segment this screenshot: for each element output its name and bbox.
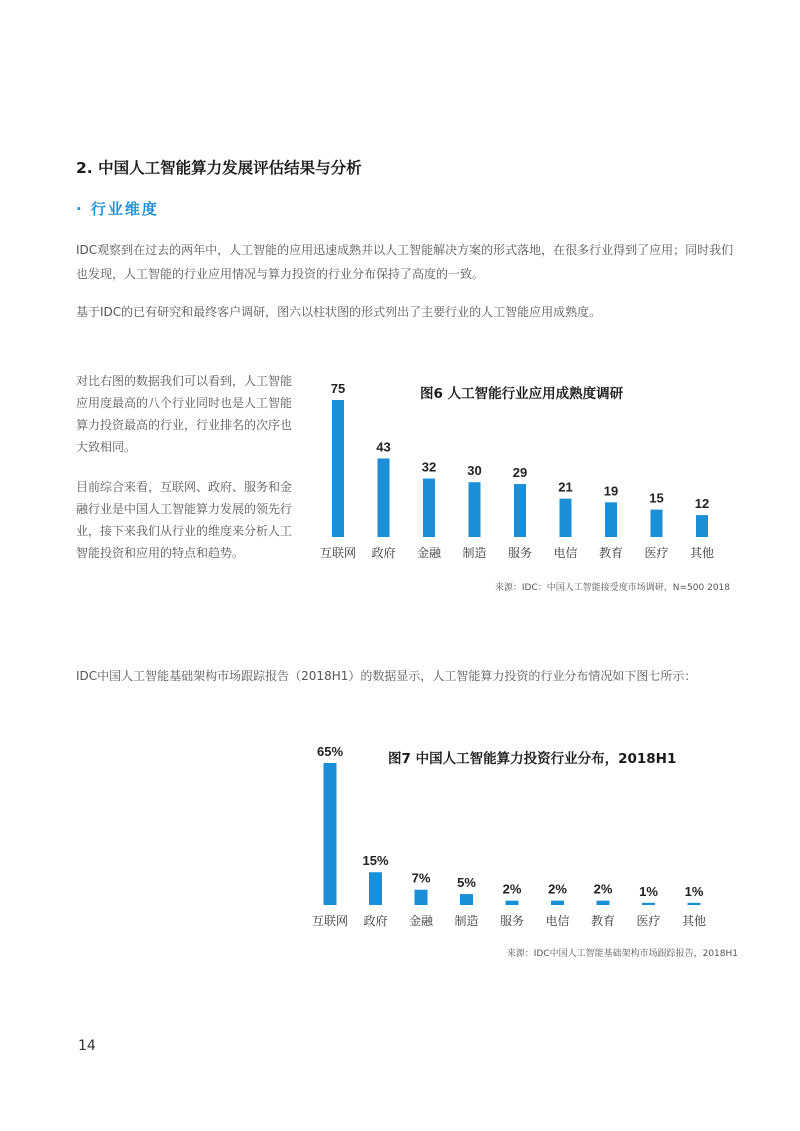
value-label: 7% [411,870,431,886]
bar [369,872,382,905]
bar [605,502,617,537]
category-label: 其他 [689,546,715,560]
bar [551,901,564,905]
chart-title: 图6 人工智能行业应用成熟度调研 [420,386,624,402]
value-label: 43 [376,439,391,455]
value-label: 2% [593,881,613,897]
bar [415,890,428,905]
bar [651,510,663,537]
figure6-source: 来源：IDC：中国人工智能接受度市场调研，N=500 2018 [494,583,730,593]
page-number: 14 [78,1038,96,1054]
value-label: 1% [684,883,704,899]
category-label: 互联网 [319,546,357,560]
value-label: 19 [603,483,619,499]
value-label: 2% [548,881,567,897]
paragraph-intro: IDC观察到在过去的两年中，人工智能的应用迅速成熟并以人工智能解决方案的形式落地，在很多行业得到了应用；同时我们也发现，人工智能的行业应用情况与算力投资的行业分布保持了高度的一致。 [76,243,734,281]
category-label: 电信 [545,914,570,928]
category-label: 制造 [454,914,479,928]
value-label: 15% [362,853,389,869]
category-label: 制造 [462,546,487,560]
category-label: 教育 [590,914,616,928]
category-label: 教育 [598,546,624,560]
paragraph-fig6-intro: 基于IDC的已有研究和最终客户调研，图六以柱状图的形式列出了主要行业的人工智能应用成熟度。 [76,305,602,319]
category-label: 其他 [681,914,707,928]
bar [696,515,708,537]
value-label: 21 [558,479,573,495]
value-label: 29 [512,465,528,481]
value-label: 5% [457,875,476,891]
value-label: 1% [639,883,658,899]
bar [460,894,473,905]
subsection-heading: · 行业维度 [76,200,159,218]
side-paragraph-1: 对比右图的数据我们可以看到，人工智能应用度最高的八个行业同时也是人工智能算力投资最高的行业，行业排名的次序也大致相同。 [76,374,293,454]
category-label: 金融 [416,546,442,560]
category-label: 金融 [408,914,434,928]
bar [378,458,390,537]
bar [469,482,481,537]
bar [688,903,701,905]
category-label: 服务 [499,914,525,928]
category-label: 医疗 [644,546,669,560]
category-label: 医疗 [636,914,661,928]
bar [597,901,610,905]
figure7-bar-chart [300,735,730,935]
bar [514,484,526,537]
category-label: 电信 [553,546,578,560]
value-label: 15 [649,490,664,506]
bar [332,400,344,537]
bar [506,901,519,905]
bar [560,499,572,537]
section-heading: 2. 中国人工智能算力发展评估结果与分析 [76,159,362,177]
value-label: 2% [502,881,522,897]
category-label: 服务 [507,546,533,560]
value-label: 32 [421,459,437,475]
chart-title: 图7 中国人工智能算力投资行业分布，2018H1 [388,751,677,767]
figure6-bar-chart [310,370,730,570]
bar [324,763,337,905]
category-label: 互联网 [311,914,349,928]
side-paragraph-2: 目前综合来看，互联网、政府、服务和金融行业是中国人工智能算力发展的领先行业，接下来我们从行业的维度来分析人工智能投资和应用的特点和趋势。 [76,480,293,560]
bar [642,903,655,905]
value-label: 65% [316,744,344,759]
bar [423,479,435,537]
value-label: 12 [694,496,710,512]
figure7-source: 来源：IDC中国人工智能基础架构市场跟踪报告，2018H1 [506,949,738,959]
category-label: 政府 [371,546,396,560]
paragraph-fig7-intro: IDC中国人工智能基础架构市场跟踪报告（2018H1）的数据显示，人工智能算力投资的行业分布情况如下图七所示： [76,669,697,683]
value-label: 75 [330,381,346,396]
category-label: 政府 [363,914,388,928]
value-label: 30 [467,463,482,479]
